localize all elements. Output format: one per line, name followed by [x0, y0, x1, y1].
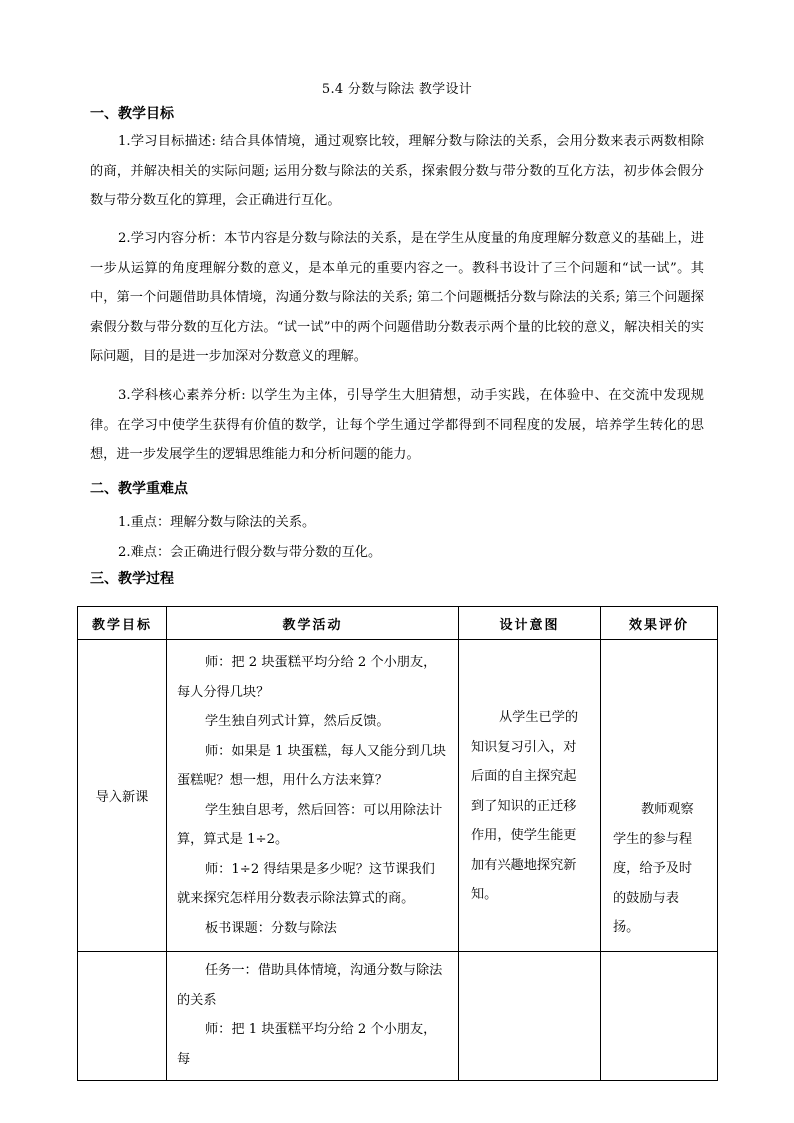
header-activity: 教学活动 — [167, 607, 459, 640]
section-heading-objectives: 一、教学目标 — [90, 106, 174, 122]
row-evaluation — [601, 952, 718, 1081]
row-evaluation — [601, 640, 718, 952]
activity-line: 师：把 2 块蛋糕平均分给 2 个小朋友，每人分得几块？ — [177, 655, 437, 700]
evaluation-text: 教师观察学生的参与程度，给予及时的鼓励与表扬。 — [613, 802, 694, 935]
row-intent — [459, 640, 601, 952]
section-heading-process: 三、教学过程 — [90, 571, 174, 587]
document-title: 5.4 分数与除法 教学设计 — [321, 82, 473, 97]
section-heading-key-points: 二、教学重难点 — [90, 481, 188, 497]
key-point-1: 1.重点：理解分数与除法的关系。 — [118, 515, 316, 530]
row-goal — [78, 952, 167, 1081]
table-header-row — [78, 607, 718, 640]
header-intent: 设计意图 — [459, 607, 601, 640]
objective-paragraph-2: 2.学习内容分析：本节内容是分数与除法的关系，是在学生从度量的角度理解分数意义的基础上，进一步从运算的角度理解分数的意义，是本单元的重要内容之一。教科书设计了三个问题和“试一试”。其中，第一个问题借助具体情境，沟通分数与除法的关系; 第二个问题概括分数与除法的关系; 第三个问题探索假分数与带分数的互化方法。“试一试”中的两个问题借助分数表示两个量的比较的意义，解决相关的实际问题，目的是进一步加深对分数意义的理解。 — [90, 231, 704, 364]
row-intent — [459, 952, 601, 1081]
table-row — [78, 640, 718, 952]
objective-paragraph-3: 3.学科核心素养分析: 以学生为主体，引导学生大胆猜想，动手实践，在体验中、在交流中发现规律。在学习中使学生获得有价值的数学，让每个学生通过学都得到不同程度的发展，培养学生转化的思想，进一步发展学生的逻辑思维能力和分析问题的能力。 — [90, 388, 704, 462]
row-activities — [167, 640, 459, 952]
activity-line: 师：把 1 块蛋糕平均分给 2 个小朋友，每 — [177, 1022, 437, 1067]
intent-text: 从学生已学的知识复习引入，对后面的自主探究起到了知识的正迁移作用，使学生能更加有兴趣地探究新知。 — [471, 710, 579, 902]
activity-line: 板书课题：分数与除法 — [205, 920, 337, 936]
row-activities — [167, 952, 459, 1081]
teaching-process-table — [77, 606, 718, 1081]
activity-line: 学生独自思考，然后回答：可以用除法计算，算式是 1÷2。 — [177, 802, 443, 847]
activity-line: 师：如果是 1 块蛋糕，每人又能分到几块蛋糕呢？想一想，用什么方法来算？ — [177, 743, 446, 788]
header-evaluation: 效果评价 — [601, 607, 718, 640]
activity-line: 学生独自列式计算，然后反馈。 — [205, 714, 390, 729]
table-row — [78, 952, 718, 1081]
activity-line: 任务一：借助具体情境，沟通分数与除法的关系 — [177, 963, 443, 1008]
key-point-2: 2.难点：会正确进行假分数与带分数的互化。 — [118, 545, 382, 560]
row-goal: 导入新课 — [78, 640, 167, 952]
header-goal: 教学目标 — [78, 607, 167, 640]
activity-line: 师：1÷2 得结果是多少呢？这节课我们就来探究怎样用分数表示除法算式的商。 — [177, 861, 435, 906]
objective-paragraph-1: 1.学习目标描述: 结合具体情境，通过观察比较，理解分数与除法的关系，会用分数来表示两数相除的商，并解决相关的实际问题; 运用分数与除法的关系，探索假分数与带分数的互化方法，初步体会假分数与带分数互化的算理，会正确进行互化。 — [90, 134, 704, 208]
